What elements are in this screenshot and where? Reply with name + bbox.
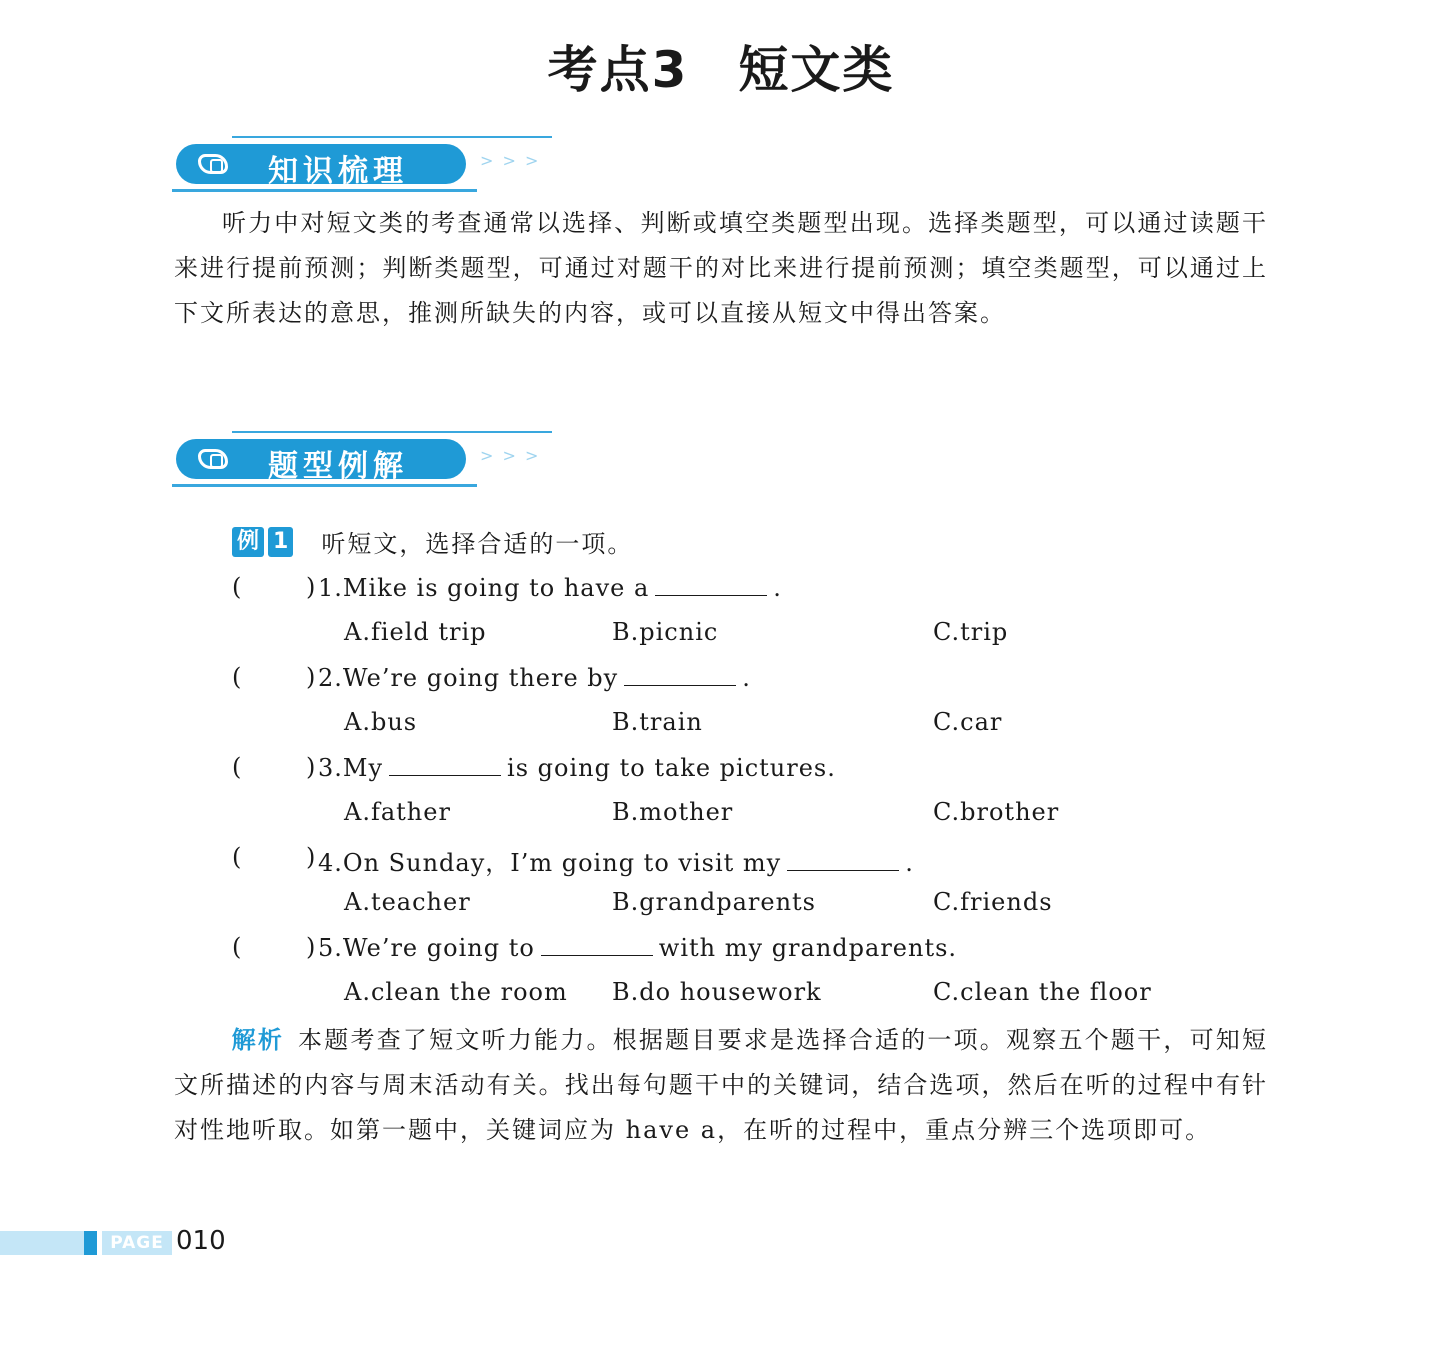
arrows-icon: > > > (480, 151, 541, 170)
option-a: A.field trip (344, 618, 487, 646)
book-icon (198, 154, 228, 174)
answer-paren-left: ( (232, 933, 243, 961)
option-a: A.teacher (344, 888, 471, 916)
option-c: C.clean the floor (933, 978, 1152, 1006)
footer-page-label: PAGE (102, 1231, 172, 1255)
example-prompt: 听短文，选择合适的一项。 (321, 530, 634, 558)
question-text-before: On Sunday，I’m going to visit my (342, 849, 782, 877)
question-text-before: My (342, 754, 384, 782)
question-stem (318, 933, 957, 962)
answer-blank (624, 663, 736, 686)
option-b: B.picnic (612, 618, 719, 646)
knowledge-paragraph (174, 201, 1268, 336)
footer-block (84, 1231, 97, 1255)
option-a: A.bus (344, 708, 418, 736)
example-tag: 例 (232, 527, 264, 557)
question-text-after: . (742, 664, 751, 692)
book-icon (198, 449, 228, 469)
answer-blank (655, 573, 767, 596)
option-b: B.do housework (612, 978, 822, 1006)
question-stem (318, 843, 914, 878)
answer-blank (389, 753, 501, 776)
section-header-knowledge (172, 136, 554, 192)
option-c: C.friends (933, 888, 1053, 916)
answer-paren-right: ) (306, 573, 317, 601)
analysis-label: 解析 (231, 1026, 285, 1054)
option-c: C.brother (933, 798, 1060, 826)
option-c: C.trip (933, 618, 1009, 646)
answer-paren-right: ) (306, 663, 317, 691)
example-heading (232, 524, 633, 559)
question-text-before: We’re going to (342, 934, 535, 962)
question-text-after: . (905, 849, 914, 877)
option-b: B.grandparents (612, 888, 816, 916)
section-header-label: 题型例解 (268, 449, 408, 484)
arrows-icon: > > > (480, 446, 541, 465)
example-number-tag: 1 (268, 527, 293, 557)
question-text-before: Mike is going to have a (342, 574, 650, 602)
answer-paren-left: ( (232, 843, 243, 871)
question-number: 5. (318, 934, 343, 962)
question-text-after: with my grandparents. (658, 934, 958, 962)
answer-paren-right: ) (306, 933, 317, 961)
title-sub: 短文类 (738, 41, 895, 99)
option-b: B.train (612, 708, 703, 736)
page-number: 010 (176, 1226, 226, 1256)
section-header-bar (176, 439, 466, 484)
question-text-after: is going to take pictures. (507, 754, 836, 782)
answer-paren-left: ( (232, 663, 243, 691)
question-text-after: . (773, 574, 782, 602)
question-number: 3. (318, 754, 343, 782)
question-number: 1. (318, 574, 343, 602)
section-header-bar (176, 144, 466, 189)
question-stem (318, 573, 782, 602)
option-a: A.father (344, 798, 451, 826)
footer-strip (0, 1231, 84, 1255)
title-main: 考点3 (547, 41, 689, 99)
question-stem (318, 753, 836, 782)
option-b: B.mother (612, 798, 734, 826)
answer-paren-right: ) (306, 843, 317, 871)
section-header-examples (172, 431, 554, 487)
answer-paren-right: ) (306, 753, 317, 781)
question-number: 2. (318, 664, 343, 692)
question-stem (318, 663, 751, 692)
option-c: C.car (933, 708, 1003, 736)
section-header-label: 知识梳理 (268, 154, 408, 189)
option-a: A.clean the room (344, 978, 568, 1006)
question-number: 4. (318, 849, 343, 877)
analysis-text: 本题考查了短文听力能力。根据题目要求是选择合适的一项。观察五个题干，可知短文所描述的内容与周末活动有关。找出每句题干中的关键词，结合选项，然后在听的过程中有针对性地听取。如第一题中，关键词应为 have a，在听的过程中，重点分辨三个选项即可。 (174, 1026, 1269, 1144)
answer-paren-left: ( (232, 753, 243, 781)
analysis-paragraph (174, 1018, 1268, 1153)
knowledge-text: 听力中对短文类的考查通常以选择、判断或填空类题型出现。选择类题型，可以通过读题干来进行提前预测；判断类题型，可通过对题干的对比来进行提前预测；填空类题型，可以通过上下文所表达的意思，推测所缺失的内容，或可以直接从短文中得出答案。 (174, 209, 1268, 327)
answer-paren-left: ( (232, 573, 243, 601)
answer-blank (787, 848, 899, 871)
page-title (0, 30, 1442, 102)
question-text-before: We’re going there by (342, 664, 619, 692)
answer-blank (541, 933, 653, 956)
